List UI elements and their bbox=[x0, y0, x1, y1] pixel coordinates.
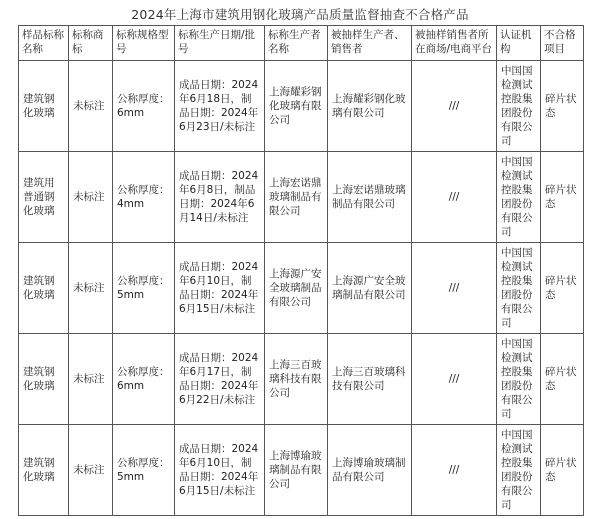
product-name-cell: 建筑钢化玻璃 bbox=[19, 425, 69, 516]
certification-body-cell: 中国国检测试控股集团股份有限公司 bbox=[497, 152, 541, 243]
platform-cell: /// bbox=[412, 425, 497, 516]
sampled-party-cell: 上海宏诺鼎玻璃制品有限公司 bbox=[328, 152, 412, 243]
product-name-cell: 建筑用普通钢化玻璃 bbox=[19, 152, 69, 243]
trademark-cell: 未标注 bbox=[69, 425, 113, 516]
platform-cell: /// bbox=[412, 334, 497, 425]
producer-cell: 上海宏诺鼎玻璃制品有限公司 bbox=[265, 152, 328, 243]
spec-cell: 公称厚度：6mm bbox=[113, 61, 175, 152]
production-date-cell: 成品日期：2024年6月10日，制品日期：2024年6月15日/未标注 bbox=[175, 425, 265, 516]
producer-cell: 上海三百玻璃科技有限公司 bbox=[265, 334, 328, 425]
certification-body-cell: 中国国检测试控股集团股份有限公司 bbox=[497, 61, 541, 152]
producer-cell: 上海耀彩钢化玻璃有限公司 bbox=[265, 61, 328, 152]
table-row bbox=[19, 243, 584, 334]
spec-cell: 公称厚度：5mm bbox=[113, 425, 175, 516]
trademark-cell: 未标注 bbox=[69, 334, 113, 425]
producer-cell: 上海博瑜玻璃制品有限公司 bbox=[265, 425, 328, 516]
trademark-cell: 未标注 bbox=[69, 243, 113, 334]
product-name-cell: 建筑钢化玻璃 bbox=[19, 243, 69, 334]
header-cell: 被抽样生产者、销售者 bbox=[328, 26, 412, 61]
producer-cell: 上海源广安全玻璃制品有限公司 bbox=[265, 243, 328, 334]
sampled-party-cell: 上海耀彩钢化玻璃有限公司 bbox=[328, 61, 412, 152]
failed-item-cell: 碎片状态 bbox=[541, 425, 584, 516]
spec-cell: 公称厚度：6mm bbox=[113, 334, 175, 425]
header-cell: 标称生产日期/批号 bbox=[175, 26, 265, 61]
spec-cell: 公称厚度：4mm bbox=[113, 152, 175, 243]
platform-cell: /// bbox=[412, 61, 497, 152]
production-date-cell: 成品日期：2024年6月10日，制品日期：2024年6月15日/未标注 bbox=[175, 243, 265, 334]
spec-cell: 公称厚度：5mm bbox=[113, 243, 175, 334]
failed-item-cell: 碎片状态 bbox=[541, 334, 584, 425]
table-row bbox=[19, 152, 584, 243]
platform-cell: /// bbox=[412, 243, 497, 334]
failed-item-cell: 碎片状态 bbox=[541, 61, 584, 152]
trademark-cell: 未标注 bbox=[69, 152, 113, 243]
table-row bbox=[19, 61, 584, 152]
production-date-cell: 成品日期：2024年6月8日，制品日期：2024年6月14日/未标注 bbox=[175, 152, 265, 243]
table-header-row bbox=[19, 26, 584, 61]
failed-item-cell: 碎片状态 bbox=[541, 243, 584, 334]
sampled-party-cell: 上海三百玻璃科技有限公司 bbox=[328, 334, 412, 425]
header-cell: 标称生产者名称 bbox=[265, 26, 328, 61]
certification-body-cell: 中国国检测试控股集团股份有限公司 bbox=[497, 243, 541, 334]
header-cell: 样品标称名称 bbox=[19, 26, 69, 61]
platform-cell: /// bbox=[412, 152, 497, 243]
table-row bbox=[19, 334, 584, 425]
header-cell: 标称商标 bbox=[69, 26, 113, 61]
document-title: 2024年上海市建筑用钢化玻璃产品质量监督抽查不合格产品 bbox=[131, 7, 469, 22]
certification-body-cell: 中国国检测试控股集团股份有限公司 bbox=[497, 425, 541, 516]
sampled-party-cell: 上海博瑜玻璃制品有限公司 bbox=[328, 425, 412, 516]
header-cell: 标称规格型号 bbox=[113, 26, 175, 61]
nonconforming-products-table bbox=[18, 25, 584, 516]
production-date-cell: 成品日期：2024年6月17日，制品日期：2024年6月22日/未标注 bbox=[175, 334, 265, 425]
table-row bbox=[19, 425, 584, 516]
sampled-party-cell: 上海源广安全玻璃制品有限公司 bbox=[328, 243, 412, 334]
header-cell: 认证机构 bbox=[497, 26, 541, 61]
failed-item-cell: 碎片状态 bbox=[541, 152, 584, 243]
header-cell: 被抽样销售者所在商场/电商平台 bbox=[412, 26, 497, 61]
production-date-cell: 成品日期：2024年6月18日，制品日期：2024年6月23日/未标注 bbox=[175, 61, 265, 152]
certification-body-cell: 中国国检测试控股集团股份有限公司 bbox=[497, 334, 541, 425]
header-cell: 不合格项目 bbox=[541, 26, 584, 61]
product-name-cell: 建筑钢化玻璃 bbox=[19, 61, 69, 152]
product-name-cell: 建筑钢化玻璃 bbox=[19, 334, 69, 425]
trademark-cell: 未标注 bbox=[69, 61, 113, 152]
